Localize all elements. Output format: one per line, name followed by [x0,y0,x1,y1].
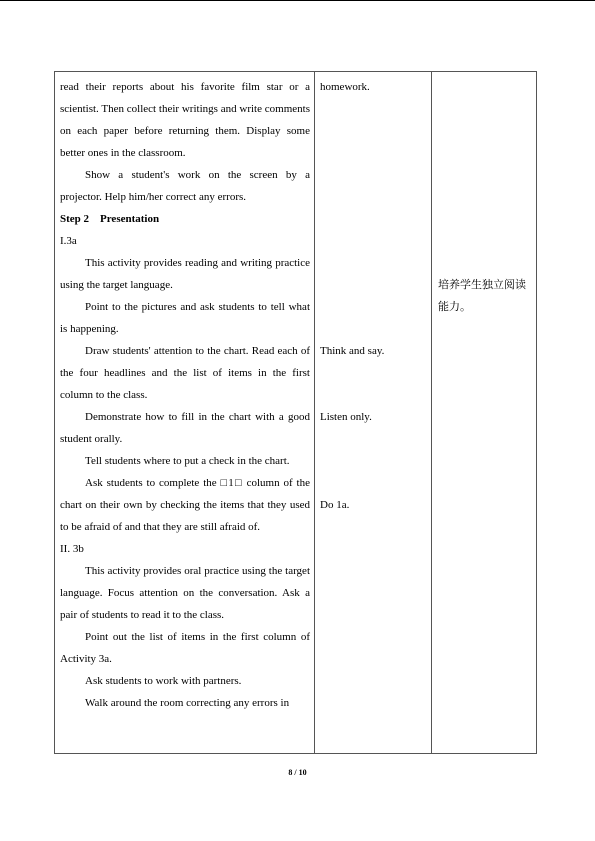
student-think-and-say: Think and say. [320,345,385,357]
page-number: 8 / 10 [288,768,307,777]
paragraph-reports: read their reports about his favorite film star or a scientist. Then collect their writings and write comments on each paper before returning them. Display some better ones in the classroom. [60,81,310,159]
paragraph-check: Tell students where to put a check in the chart. [85,455,290,467]
student-activity-column [315,72,432,753]
paragraph-partners: Ask students to work with partners. [85,675,242,687]
lesson-table [54,71,537,754]
paragraph-point-out: Point out the list of items in the first column of Activity 3a. [60,631,310,665]
paragraph-walk-around: Walk around the room correcting any errors in [85,697,290,709]
teacher-activity-column [55,72,315,753]
student-listen-only: Listen only. [320,411,372,423]
paragraph-pictures: Point to the pictures and ask students to tell what is happening. [60,301,310,335]
paragraph-3a-intro: This activity provides reading and writing practice using the target language. [60,257,310,291]
top-rule [0,0,595,1]
paragraph-complete-column: Ask students to complete the □1□ column of the chart on their own by checking the items that they used to be afraid of and that they are still afraid of. [60,477,310,533]
section-label-3a: I.3a [60,235,77,247]
student-do-1a: Do 1a. [320,499,350,511]
step-heading: Step 2 Presentation [60,213,160,225]
paragraph-demonstrate: Demonstrate how to fill in the chart with a good student orally. [60,411,310,445]
section-label-3b: II. 3b [60,543,84,555]
paragraph-projector: Show a student's work on the screen by a projector. Help him/her correct any errors. [60,169,310,203]
student-homework: homework. [320,81,370,93]
paragraph-3b-intro: This activity provides oral practice using the target language. Focus attention on the conversation. Ask a pair of students to read it to the class. [60,565,310,621]
design-intent-column [432,72,536,753]
paragraph-chart: Draw students' attention to the chart. Read each of the four headlines and the list of items in the first column to the class. [60,345,310,401]
design-intent-note: 培养学生独立阅读能力。 [438,278,526,313]
